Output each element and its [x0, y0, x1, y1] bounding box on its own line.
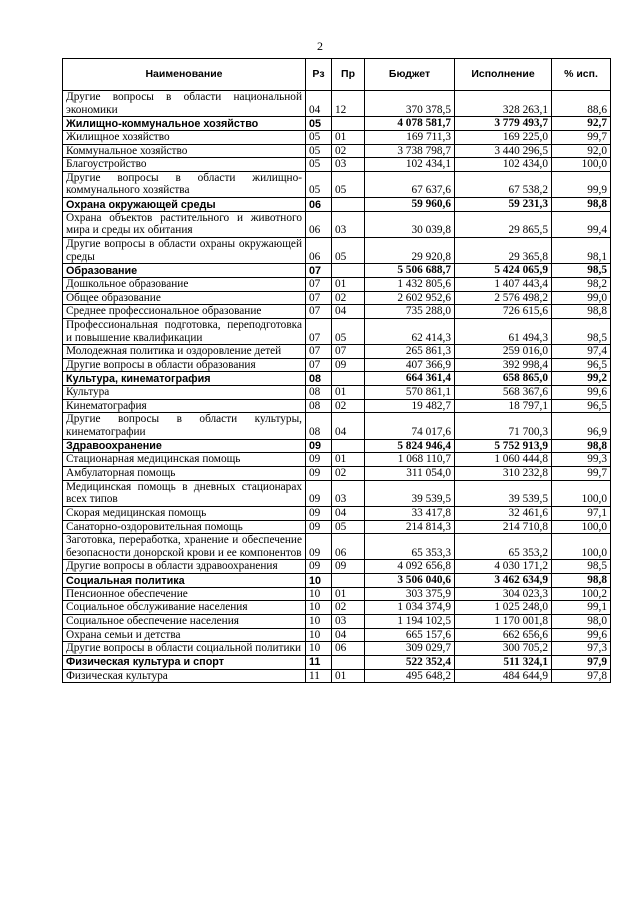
row-rz: 07: [306, 264, 332, 278]
row-pr: 05: [332, 238, 365, 264]
row-percent: 100,0: [552, 158, 611, 172]
table-row: [63, 211, 611, 237]
row-rz: 09: [306, 506, 332, 520]
row-rz: 10: [306, 601, 332, 615]
row-budget: 1 034 374,9: [365, 601, 455, 615]
row-name: Заготовка, переработка, хранение и обеспечение безопасности донорской крови и ее компонентов: [63, 534, 306, 560]
table-row: [63, 628, 611, 642]
row-name: Скорая медицинская помощь: [63, 506, 306, 520]
row-execution: 29 865,5: [455, 211, 552, 237]
row-rz: 11: [306, 669, 332, 683]
row-rz: 10: [306, 642, 332, 656]
row-percent: 99,7: [552, 466, 611, 480]
header-percent: % исп.: [552, 59, 611, 91]
row-pr: 01: [332, 453, 365, 467]
row-percent: 97,8: [552, 669, 611, 683]
row-budget: 102 434,1: [365, 158, 455, 172]
row-percent: 99,1: [552, 601, 611, 615]
row-rz: 08: [306, 413, 332, 439]
row-rz: 10: [306, 614, 332, 628]
row-budget: 65 353,3: [365, 534, 455, 560]
row-budget: 522 352,4: [365, 655, 455, 669]
row-name: Другие вопросы в области образования: [63, 358, 306, 372]
row-rz: 07: [306, 318, 332, 344]
row-pr: [332, 198, 365, 212]
table-row: [63, 130, 611, 144]
row-pr: [332, 372, 365, 386]
row-budget: 74 017,6: [365, 413, 455, 439]
row-pr: [332, 439, 365, 453]
row-execution: 67 538,2: [455, 171, 552, 197]
table-section-row: [63, 264, 611, 278]
row-execution: 3 440 296,5: [455, 144, 552, 158]
row-name: Дошкольное образование: [63, 277, 306, 291]
table-row: [63, 601, 611, 615]
row-pr: 06: [332, 534, 365, 560]
row-name: Общее образование: [63, 291, 306, 305]
row-execution: 511 324,1: [455, 655, 552, 669]
row-pr: 07: [332, 345, 365, 359]
row-budget: 214 814,3: [365, 520, 455, 534]
row-rz: 07: [306, 277, 332, 291]
row-percent: 88,6: [552, 91, 611, 117]
row-execution: 29 365,8: [455, 238, 552, 264]
row-percent: 99,6: [552, 628, 611, 642]
row-pr: 03: [332, 480, 365, 506]
header-execution: Исполнение: [455, 59, 552, 91]
row-rz: 09: [306, 480, 332, 506]
table-row: [63, 560, 611, 574]
row-pr: [332, 264, 365, 278]
table-row: [63, 506, 611, 520]
row-budget: 495 648,2: [365, 669, 455, 683]
row-execution: 59 231,3: [455, 198, 552, 212]
row-pr: 05: [332, 520, 365, 534]
row-rz: 09: [306, 453, 332, 467]
header-budget: Бюджет: [365, 59, 455, 91]
row-budget: 3 506 040,6: [365, 574, 455, 588]
row-budget: 33 417,8: [365, 506, 455, 520]
row-percent: 92,0: [552, 144, 611, 158]
row-budget: 5 506 688,7: [365, 264, 455, 278]
row-budget: 3 738 798,7: [365, 144, 455, 158]
header-pr: Пр: [332, 59, 365, 91]
row-pr: 02: [332, 144, 365, 158]
row-rz: 08: [306, 399, 332, 413]
row-pr: 05: [332, 171, 365, 197]
row-name: Здравоохранение: [63, 439, 306, 453]
row-rz: 10: [306, 628, 332, 642]
row-execution: 2 576 498,2: [455, 291, 552, 305]
row-rz: 10: [306, 587, 332, 601]
row-budget: 169 711,3: [365, 130, 455, 144]
row-rz: 05: [306, 158, 332, 172]
table-row: [63, 291, 611, 305]
row-name: Профессиональная подготовка, переподготовка и повышение квалификации: [63, 318, 306, 344]
row-budget: 19 482,7: [365, 399, 455, 413]
row-pr: 12: [332, 91, 365, 117]
row-rz: 06: [306, 198, 332, 212]
row-rz: 05: [306, 144, 332, 158]
row-rz: 09: [306, 560, 332, 574]
row-execution: 1 060 444,8: [455, 453, 552, 467]
row-percent: 100,0: [552, 480, 611, 506]
row-execution: 61 494,3: [455, 318, 552, 344]
row-rz: 05: [306, 171, 332, 197]
row-rz: 07: [306, 345, 332, 359]
row-rz: 08: [306, 386, 332, 400]
row-budget: 67 637,6: [365, 171, 455, 197]
row-percent: 98,1: [552, 238, 611, 264]
row-name: Среднее профессиональное образование: [63, 305, 306, 319]
row-pr: 03: [332, 158, 365, 172]
table-row: [63, 386, 611, 400]
row-rz: 09: [306, 466, 332, 480]
row-percent: 99,2: [552, 372, 611, 386]
table-row: [63, 277, 611, 291]
row-budget: 2 602 952,6: [365, 291, 455, 305]
row-execution: 484 644,9: [455, 669, 552, 683]
row-percent: 96,5: [552, 358, 611, 372]
row-rz: 05: [306, 117, 332, 131]
row-execution: 392 998,4: [455, 358, 552, 372]
row-execution: 300 705,2: [455, 642, 552, 656]
row-rz: 11: [306, 655, 332, 669]
row-percent: 100,2: [552, 587, 611, 601]
row-pr: 01: [332, 277, 365, 291]
row-name: Охрана окружающей среды: [63, 198, 306, 212]
row-execution: 3 462 634,9: [455, 574, 552, 588]
row-budget: 59 960,6: [365, 198, 455, 212]
budget-table: [62, 58, 611, 683]
row-percent: 97,1: [552, 506, 611, 520]
row-pr: 05: [332, 318, 365, 344]
row-name: Пенсионное обеспечение: [63, 587, 306, 601]
row-pr: 02: [332, 466, 365, 480]
row-rz: 09: [306, 534, 332, 560]
table-row: [63, 642, 611, 656]
row-pr: 02: [332, 601, 365, 615]
row-budget: 1 194 102,5: [365, 614, 455, 628]
row-pr: 03: [332, 614, 365, 628]
table-row: [63, 318, 611, 344]
table-row: [63, 669, 611, 683]
row-execution: 310 232,8: [455, 466, 552, 480]
row-budget: 311 054,0: [365, 466, 455, 480]
row-rz: 06: [306, 211, 332, 237]
table-row: [63, 238, 611, 264]
table-header-row: [63, 59, 611, 91]
table-section-row: [63, 198, 611, 212]
row-budget: 1 432 805,6: [365, 277, 455, 291]
row-percent: 99,7: [552, 130, 611, 144]
row-execution: 102 434,0: [455, 158, 552, 172]
row-name: Другие вопросы в области культуры, кинематографии: [63, 413, 306, 439]
row-budget: 29 920,8: [365, 238, 455, 264]
row-percent: 98,0: [552, 614, 611, 628]
header-rz: Рз: [306, 59, 332, 91]
table-row: [63, 345, 611, 359]
table-row: [63, 171, 611, 197]
row-pr: 04: [332, 506, 365, 520]
row-name: Культура: [63, 386, 306, 400]
row-execution: 214 710,8: [455, 520, 552, 534]
row-budget: 39 539,5: [365, 480, 455, 506]
row-execution: 259 016,0: [455, 345, 552, 359]
table-row: [63, 91, 611, 117]
row-percent: 99,6: [552, 386, 611, 400]
row-rz: 04: [306, 91, 332, 117]
row-name: Молодежная политика и оздоровление детей: [63, 345, 306, 359]
row-pr: 02: [332, 291, 365, 305]
row-execution: 1 025 248,0: [455, 601, 552, 615]
row-percent: 99,0: [552, 291, 611, 305]
row-name: Жилищно-коммунальное хозяйство: [63, 117, 306, 131]
row-budget: 735 288,0: [365, 305, 455, 319]
row-percent: 100,0: [552, 534, 611, 560]
row-execution: 662 656,6: [455, 628, 552, 642]
row-percent: 98,5: [552, 560, 611, 574]
table-section-row: [63, 372, 611, 386]
row-pr: [332, 574, 365, 588]
row-budget: 265 861,3: [365, 345, 455, 359]
row-name: Другие вопросы в области жилищно-коммунального хозяйства: [63, 171, 306, 197]
row-rz: 07: [306, 291, 332, 305]
row-budget: 370 378,5: [365, 91, 455, 117]
row-name: Коммунальное хозяйство: [63, 144, 306, 158]
page-number: 2: [317, 39, 323, 53]
row-percent: 97,3: [552, 642, 611, 656]
row-percent: 98,8: [552, 305, 611, 319]
row-pr: 03: [332, 211, 365, 237]
row-name: Социальное обслуживание населения: [63, 601, 306, 615]
row-pr: [332, 655, 365, 669]
table-row: [63, 413, 611, 439]
row-rz: 09: [306, 439, 332, 453]
row-budget: 303 375,9: [365, 587, 455, 601]
table-section-row: [63, 655, 611, 669]
row-name: Другие вопросы в области здравоохранения: [63, 560, 306, 574]
row-name: Другие вопросы в области социальной политики: [63, 642, 306, 656]
row-name: Физическая культура: [63, 669, 306, 683]
row-budget: 665 157,6: [365, 628, 455, 642]
row-execution: 726 615,6: [455, 305, 552, 319]
row-pr: [332, 117, 365, 131]
table-row: [63, 480, 611, 506]
row-percent: 98,8: [552, 439, 611, 453]
row-execution: 3 779 493,7: [455, 117, 552, 131]
row-name: Другие вопросы в области охраны окружающей среды: [63, 238, 306, 264]
row-pr: 04: [332, 305, 365, 319]
table-row: [63, 534, 611, 560]
row-budget: 5 824 946,4: [365, 439, 455, 453]
table-row: [63, 144, 611, 158]
row-execution: 39 539,5: [455, 480, 552, 506]
row-name: Медицинская помощь в дневных стационарах всех типов: [63, 480, 306, 506]
row-name: Социальное обеспечение населения: [63, 614, 306, 628]
row-name: Социальная политика: [63, 574, 306, 588]
row-percent: 98,5: [552, 264, 611, 278]
table-row: [63, 587, 611, 601]
row-execution: 568 367,6: [455, 386, 552, 400]
row-execution: 1 407 443,4: [455, 277, 552, 291]
row-rz: 09: [306, 520, 332, 534]
row-rz: 08: [306, 372, 332, 386]
row-execution: 1 170 001,8: [455, 614, 552, 628]
row-execution: 5 424 065,9: [455, 264, 552, 278]
row-execution: 328 263,1: [455, 91, 552, 117]
row-pr: 06: [332, 642, 365, 656]
row-budget: 4 092 656,8: [365, 560, 455, 574]
table-section-row: [63, 574, 611, 588]
row-execution: 71 700,3: [455, 413, 552, 439]
row-pr: 01: [332, 386, 365, 400]
row-percent: 92,7: [552, 117, 611, 131]
row-name: Другие вопросы в области национальной экономики: [63, 91, 306, 117]
row-percent: 97,9: [552, 655, 611, 669]
row-execution: 65 353,2: [455, 534, 552, 560]
row-name: Охрана объектов растительного и животного мира и среды их обитания: [63, 211, 306, 237]
table-row: [63, 158, 611, 172]
row-budget: 4 078 581,7: [365, 117, 455, 131]
row-name: Культура, кинематография: [63, 372, 306, 386]
row-execution: 5 752 913,9: [455, 439, 552, 453]
row-percent: 98,5: [552, 318, 611, 344]
row-pr: 09: [332, 560, 365, 574]
row-execution: 18 797,1: [455, 399, 552, 413]
row-percent: 98,8: [552, 574, 611, 588]
row-name: Стационарная медицинская помощь: [63, 453, 306, 467]
row-percent: 99,4: [552, 211, 611, 237]
row-pr: 04: [332, 413, 365, 439]
row-pr: 04: [332, 628, 365, 642]
table-section-row: [63, 117, 611, 131]
row-name: Охрана семьи и детства: [63, 628, 306, 642]
row-budget: 62 414,3: [365, 318, 455, 344]
row-execution: 32 461,6: [455, 506, 552, 520]
table-row: [63, 453, 611, 467]
table-row: [63, 520, 611, 534]
row-percent: 98,2: [552, 277, 611, 291]
table-section-row: [63, 439, 611, 453]
row-execution: 169 225,0: [455, 130, 552, 144]
row-pr: 01: [332, 130, 365, 144]
row-percent: 99,9: [552, 171, 611, 197]
row-name: Кинематография: [63, 399, 306, 413]
row-percent: 100,0: [552, 520, 611, 534]
table-body: [63, 91, 611, 683]
row-budget: 30 039,8: [365, 211, 455, 237]
row-rz: 10: [306, 574, 332, 588]
row-name: Жилищное хозяйство: [63, 130, 306, 144]
row-budget: 407 366,9: [365, 358, 455, 372]
row-percent: 97,4: [552, 345, 611, 359]
row-name: Санаторно-оздоровительная помощь: [63, 520, 306, 534]
row-execution: 304 023,3: [455, 587, 552, 601]
table-row: [63, 466, 611, 480]
row-execution: 4 030 171,2: [455, 560, 552, 574]
table-row: [63, 614, 611, 628]
row-name: Физическая культура и спорт: [63, 655, 306, 669]
header-name: Наименование: [63, 59, 306, 91]
table-row: [63, 399, 611, 413]
row-pr: 01: [332, 669, 365, 683]
row-budget: 1 068 110,7: [365, 453, 455, 467]
row-percent: 96,9: [552, 413, 611, 439]
row-budget: 570 861,1: [365, 386, 455, 400]
row-rz: 07: [306, 305, 332, 319]
table-row: [63, 305, 611, 319]
row-name: Благоустройство: [63, 158, 306, 172]
row-percent: 99,3: [552, 453, 611, 467]
row-percent: 96,5: [552, 399, 611, 413]
row-rz: 05: [306, 130, 332, 144]
row-pr: 09: [332, 358, 365, 372]
row-rz: 06: [306, 238, 332, 264]
row-budget: 664 361,4: [365, 372, 455, 386]
row-percent: 98,8: [552, 198, 611, 212]
row-execution: 658 865,0: [455, 372, 552, 386]
table-row: [63, 358, 611, 372]
row-budget: 309 029,7: [365, 642, 455, 656]
row-pr: 02: [332, 399, 365, 413]
row-name: Образование: [63, 264, 306, 278]
row-rz: 07: [306, 358, 332, 372]
row-name: Амбулаторная помощь: [63, 466, 306, 480]
row-pr: 01: [332, 587, 365, 601]
